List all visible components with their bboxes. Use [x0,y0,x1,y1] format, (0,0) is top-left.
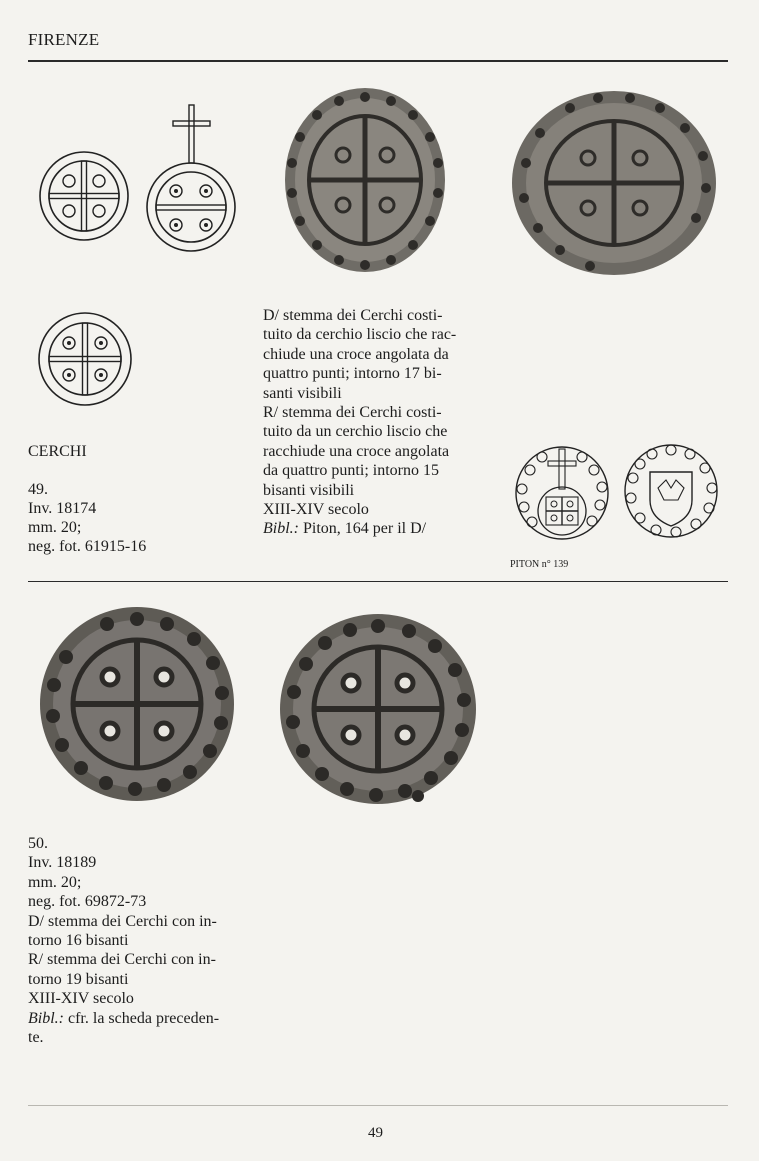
entry-49-neg: neg. fot. 61915-16 [28,538,147,555]
bibliography-49 [263,519,503,538]
page-number: 49 [368,1125,383,1141]
entry-50-inv: Inv. 18189 [28,854,97,872]
desc-line: D/ stemma dei Cerchi con in- [28,912,217,930]
header-rule [28,60,728,62]
family-label: CERCHI [28,443,87,460]
coin-photo-49-obverse [283,85,448,275]
entry-50-block [28,834,268,1047]
bibl-label: Bibl.: [263,520,299,538]
coin-drawing-with-cross [145,105,240,255]
coin-photo-50-obverse [38,605,236,803]
entry-49-mm: mm. 20; [28,519,82,536]
desc-line: chiude una croce angolata da [263,345,449,363]
entry-49-number: 49. [28,481,48,498]
desc-line: santi visibili [263,384,342,402]
desc-line: racchiude una croce angolata [263,442,450,460]
piton-drawing-obverse [512,445,612,541]
bibl-text-cont: te. [28,1029,44,1047]
desc-line: tuito da cerchio liscio che rac- [263,326,457,344]
entry-50-mm: mm. 20; [28,873,82,891]
coin-drawing-obverse [38,150,130,242]
desc-line: R/ stemma dei Cerchi con in- [28,951,216,969]
bibl-label: Bibl.: [28,1009,64,1027]
desc-line: tuito da un cerchio liscio che [263,423,448,441]
entry-49-description [263,306,503,539]
entry-49-inv: Inv. 18174 [28,500,97,517]
desc-line: quattro punti; intorno 17 bi- [263,365,442,383]
piton-drawing-reverse [622,442,720,540]
bibliography-50 [28,1009,268,1028]
desc-line: torno 16 bisanti [28,932,129,950]
footer-rule [28,1105,728,1106]
desc-line: torno 19 bisanti [28,970,129,988]
entry-divider [28,581,728,582]
entry-50-number: 50. [28,835,48,852]
running-header: FIRENZE [28,30,100,49]
desc-line: da quattro punti; intorno 15 [263,462,439,480]
desc-line: bisanti visibili [263,481,355,499]
desc-line: XIII-XIV secolo [263,501,369,519]
desc-line: R/ stemma dei Cerchi costi- [263,404,442,422]
coin-photo-50-reverse [278,612,478,807]
coin-drawing-reverse [36,310,134,408]
bibl-text: cfr. la scheda preceden- [64,1009,220,1027]
piton-caption: PITON n° 139 [510,559,569,570]
entry-50-neg: neg. fot. 69872-73 [28,893,147,911]
coin-photo-49-reverse [510,88,718,278]
desc-line: XIII-XIV secolo [28,990,134,1008]
bibl-text: Piton, 164 per il D/ [299,520,427,538]
desc-line: D/ stemma dei Cerchi costi- [263,307,443,324]
